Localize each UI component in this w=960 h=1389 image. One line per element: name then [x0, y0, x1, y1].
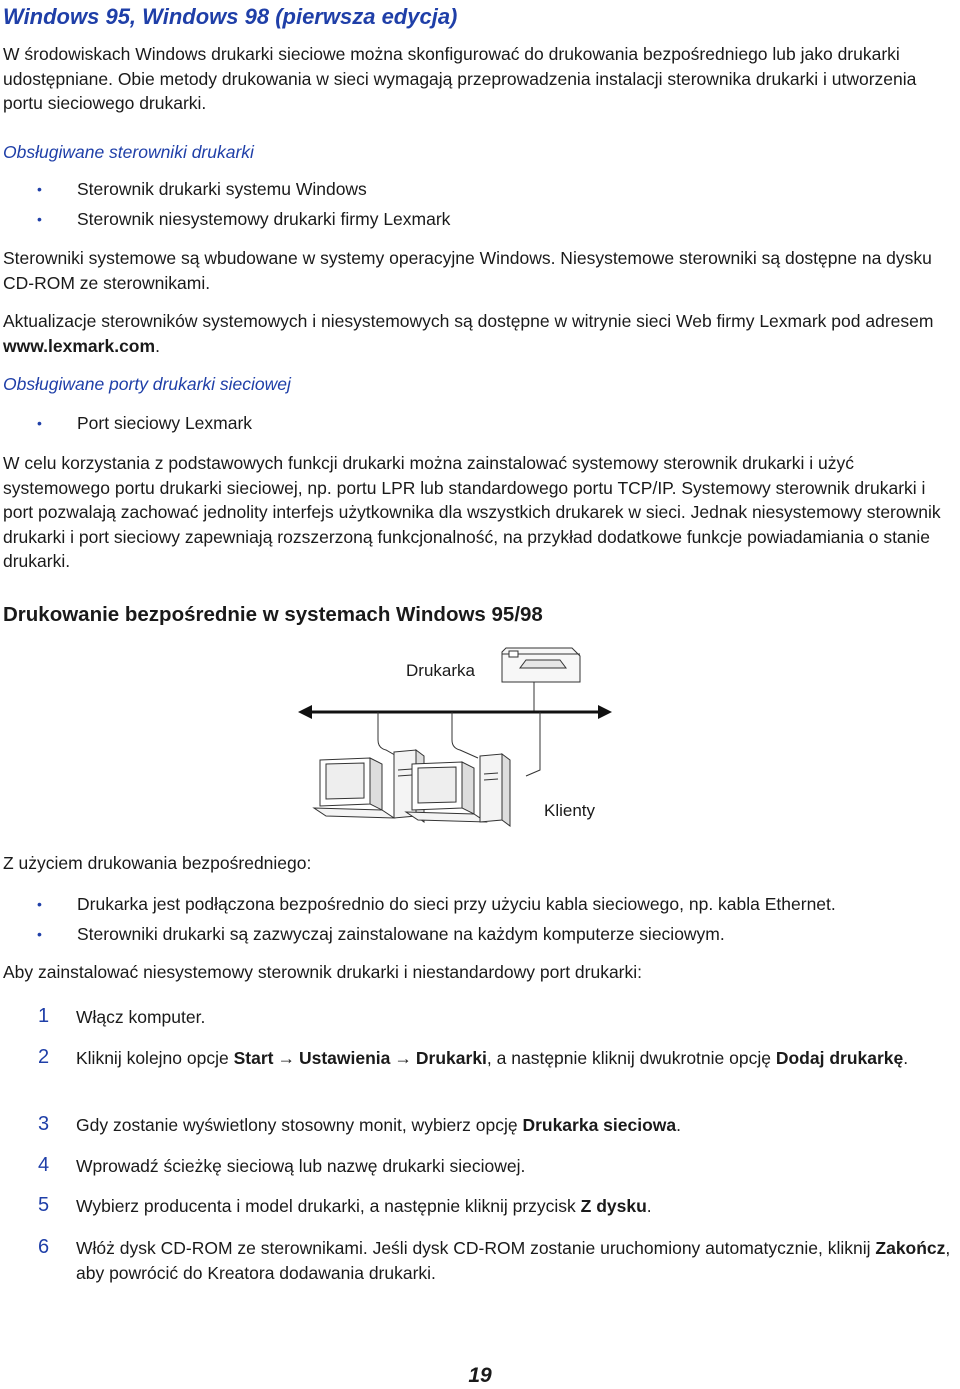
diagram-graphic — [290, 640, 620, 830]
bullet-icon: • — [37, 415, 42, 431]
arrow-right-icon: → — [394, 1048, 412, 1068]
bullet-icon: • — [37, 211, 42, 227]
printer-label: Drukarka — [406, 661, 475, 680]
drivers-heading: Obsługiwane sterowniki drukarki — [3, 142, 254, 162]
ports-heading: Obsługiwane porty drukarki sieciowej — [3, 374, 291, 394]
step-number: 3 — [38, 1113, 50, 1135]
step-number: 4 — [38, 1154, 50, 1176]
intro-paragraph: W środowiskach Windows drukarki sieciowe można skonfigurować do drukowania bezpośredniego lub jako drukarki udostępniane. Obie metody drukowania w sieci wymagają przeprowadzenia instalacji sterownika drukarki i utworzenia portu sieciowego drukarki. — [3, 44, 917, 113]
ports-note: W celu korzystania z podstawowych funkcji drukarki można zainstalować systemowy sterownik drukarki i użyć systemowego portu drukarki sieciowej, np. portu LPR lub standardowego portu TCP/IP. Systemowy sterownik drukarki i port pozwalają zachować jednolity interfejs użytkownika dla wszystkich drukarek w sieci. Jednak niesystemowy sterownik drukarki i port sieciowy zapewniają rozszerzoną funkcjonalność, na przykład dodatkowe funkcje powiadamiania o stanie drukarki. — [3, 453, 941, 571]
step-number: 6 — [38, 1236, 50, 1258]
page-title: Windows 95, Windows 98 (pierwsza edycja) — [3, 4, 458, 29]
install-intro: Aby zainstalować niesystemowy sterownik drukarki i niestandardowy port drukarki: — [3, 962, 643, 982]
clients-label: Klienty — [544, 801, 596, 820]
computer-icon — [314, 750, 424, 822]
page-number: 19 — [468, 1364, 492, 1387]
lexmark-link[interactable]: www.lexmark.com — [3, 335, 156, 356]
bullet-icon: • — [37, 181, 42, 197]
step-number: 1 — [38, 1005, 50, 1027]
step-number: 2 — [38, 1046, 50, 1068]
direct-intro: Z użyciem drukowania bezpośredniego: — [3, 853, 312, 873]
computer-icon — [406, 754, 510, 826]
drivers-note: Sterowniki systemowe są wbudowane w systemy operacyjne Windows. Niesystemowe sterowniki są dostępne na dysku CD-ROM ze sterownikami. — [3, 248, 932, 293]
section-heading: Drukowanie bezpośrednie w systemach Windows 95/98 — [3, 603, 543, 626]
updates-paragraph: Aktualizacje sterowników systemowych i niesystemowych są dostępne w witrynie sieci Web firmy Lexmark pod adresem www.lexmark.com. — [3, 311, 934, 356]
printer-icon — [502, 648, 580, 712]
step-number: 5 — [38, 1194, 50, 1216]
bullet-icon: • — [37, 926, 42, 942]
bullet-icon: • — [37, 896, 42, 912]
arrow-right-icon: → — [277, 1048, 295, 1068]
network-cable — [298, 705, 612, 719]
network-diagram — [290, 640, 620, 830]
